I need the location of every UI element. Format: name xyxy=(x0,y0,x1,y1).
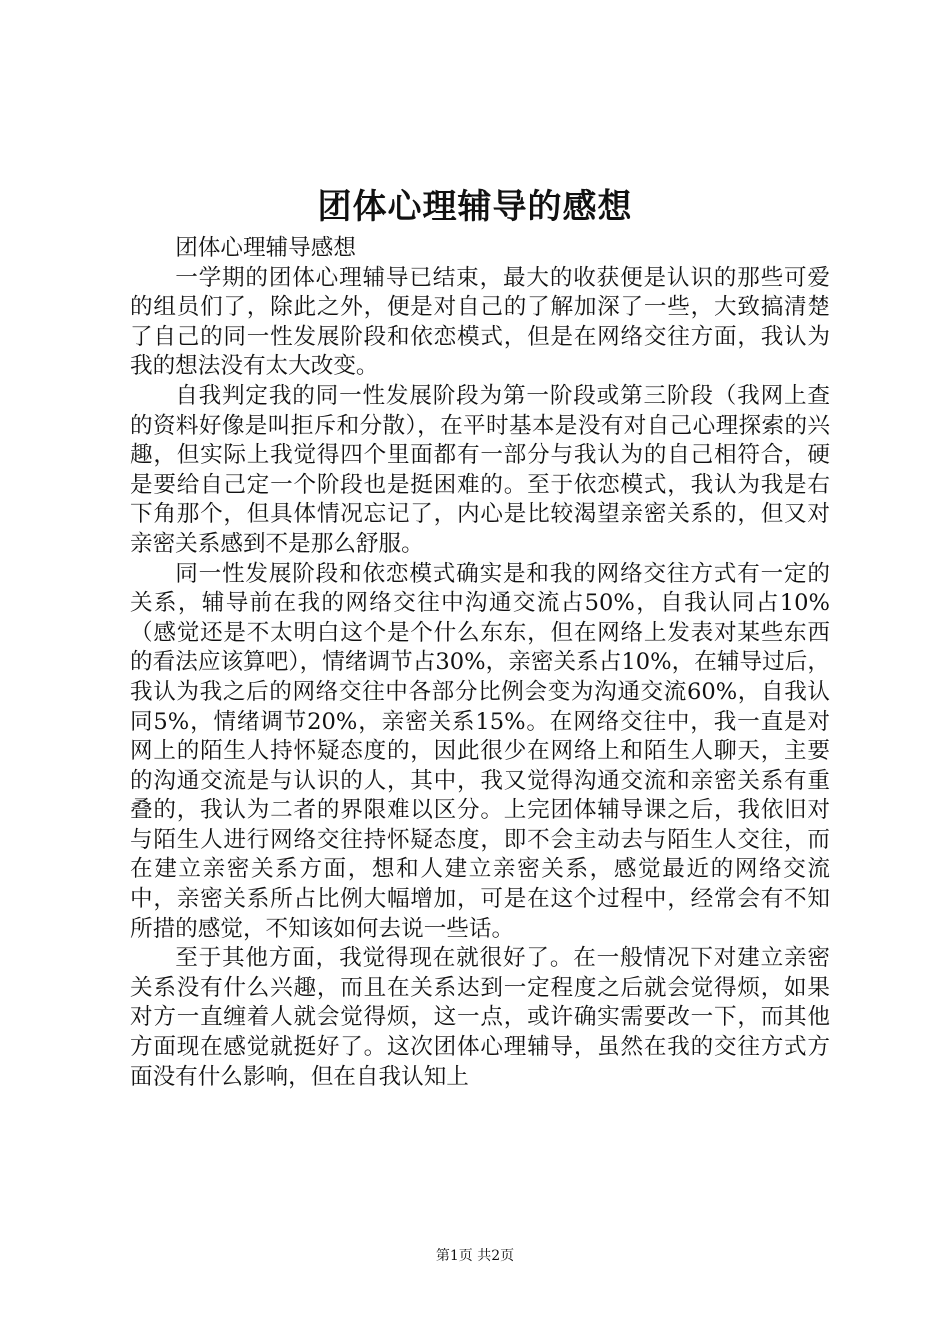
paragraph-1: 一学期的团体心理辅导已结束，最大的收获便是认识的那些可爱的组员们了，除此之外，便是对自己的了解加深了一些，大致搞清楚了自己的同一性发展阶段和依恋模式，但是在网络交往方面，我认为我的想法没有太大改变。 xyxy=(130,264,830,380)
paragraph-2: 自我判定我的同一性发展阶段为第一阶段或第三阶段（我网上查的资料好像是叫拒斥和分散），在平时基本是没有对自己心理探索的兴趣，但实际上我觉得四个里面都有一部分与我认为的自己相符合，硬是要给自己定一个阶段也是挺困难的。至于依恋模式，我认为我是右下角那个，但具体情况忘记了，内心是比较渴望亲密关系的，但又对亲密关系感到不是那么舒服。 xyxy=(130,382,830,557)
document-subtitle: 团体心理辅导感想 xyxy=(175,235,356,261)
paragraph-4: 至于其他方面，我觉得现在就很好了。在一般情况下对建立亲密关系没有什么兴趣，而且在关系达到一定程度之后就会觉得烦，如果对方一直缠着人就会觉得烦，这一点，或许确实需要改一下，而其他方面现在感觉就挺好了。这次团体心理辅导，虽然在我的交往方式方面没有什么影响，但在自我认知上 xyxy=(130,945,830,1090)
page-footer: 第1页 共2页 xyxy=(435,1248,515,1264)
paragraph-3: 同一性发展阶段和依恋模式确实是和我的网络交往方式有一定的关系，辅导前在我的网络交往中沟通交流占50%，自我认同占10%（感觉还是不太明白这个是个什么东东，但在网络上发表对某些东西的看法应该算吧），情绪调节占30%，亲密关系占10%，在辅导过后，我认为我之后的网络交往中各部分比例会变为沟通交流60%，自我认同5%，情绪调节20%，亲密关系15%。在网络交往中，我一直是对网上的陌生人持怀疑态度的，因此很少在网络上和陌生人聊天，主要的沟通交流是与认识的人，其中，我又觉得沟通交流和亲密关系有重叠的，我认为二者的界限难以区分。上完团体辅导课之后，我依旧对与陌生人进行网络交往持怀疑态度，即不会主动去与陌生人交往，而在建立亲密关系方面，想和人建立亲密关系，感觉最近的网络交流中，亲密关系所占比例大幅增加，可是在这个过程中，经常会有不知所措的感觉，不知该如何去说一些话。 xyxy=(130,560,830,942)
document-title: 团体心理辅导的感想 xyxy=(317,187,633,227)
document-body xyxy=(130,234,830,1092)
